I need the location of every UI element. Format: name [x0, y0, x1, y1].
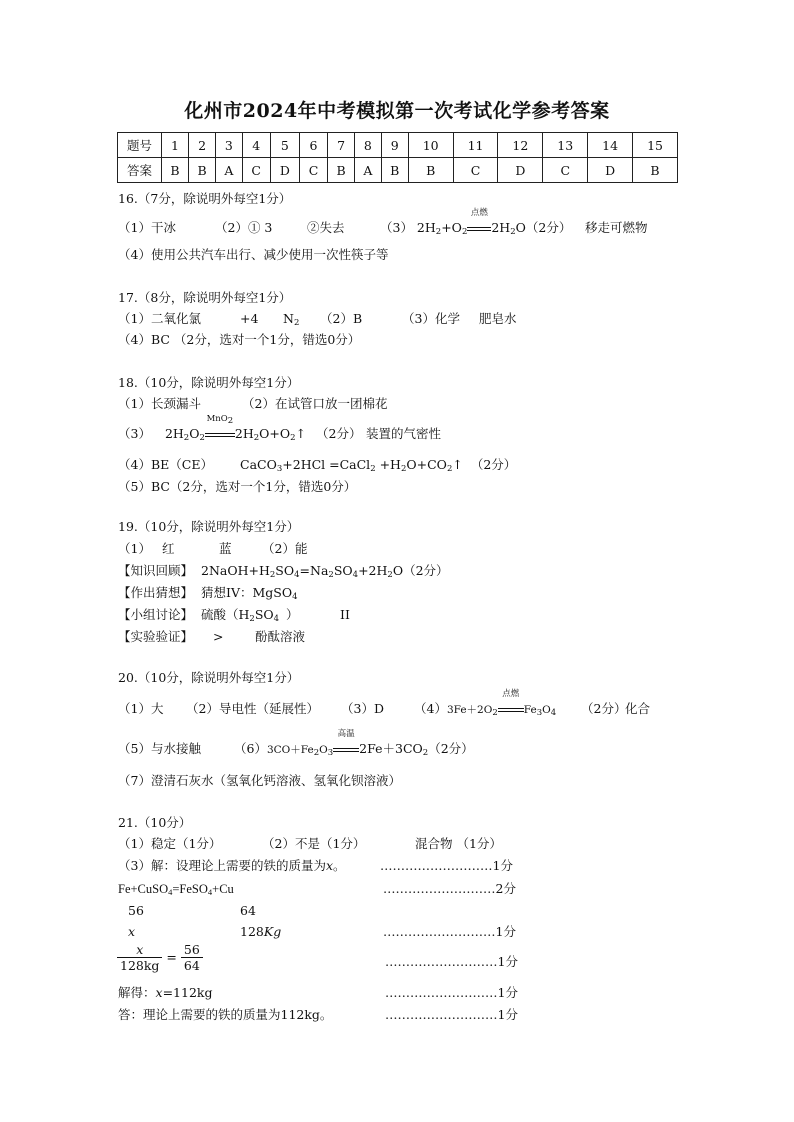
q18-l2-c: 装置的气密性 — [366, 426, 442, 441]
answer-cell: A — [216, 158, 243, 183]
q16-l1-b: （2）① 3 — [215, 220, 273, 235]
answer-cell: B — [162, 158, 189, 183]
reaction-condition: 点燃 — [502, 689, 520, 699]
question-number-cell: 14 — [588, 133, 633, 158]
q17-heading: 17.（8分，除说明外每空1分） — [118, 290, 292, 305]
table-row — [118, 158, 678, 183]
q18-line2: （3） $2H_2O_2$ MnO$_2$ $2H_2O+O_2↑$ （2分） — [118, 414, 362, 443]
q16-l1-e: （2分） — [525, 220, 572, 235]
q21-line7: 解得：x=112kg — [118, 985, 213, 1000]
reaction-condition: 点燃 — [470, 208, 488, 218]
q17-l1-d: （2）B — [320, 311, 363, 326]
q19-l4-d: II — [340, 607, 350, 622]
q16-l1-a: （1）干冰 — [118, 220, 176, 235]
answer-cell: C — [543, 158, 588, 183]
q16-line1 — [118, 220, 176, 236]
q16-l1-c: ②失去 — [307, 220, 345, 235]
q19-line2: 【知识回顾】 $2NaOH+H_2SO_4=Na_2SO_4+2H_2O(2$分） — [118, 563, 449, 580]
q17-l1-a: （1）二氧化氯 — [118, 311, 201, 326]
score-dots: ………………………1分 — [385, 985, 518, 1000]
q19-l1-a: （1） — [118, 541, 151, 556]
q16-heading: 16.（7分，除说明外每空1分） — [118, 191, 292, 206]
question-number-cell: 13 — [543, 133, 588, 158]
q20-l1-c: （3）D — [341, 701, 384, 716]
q20-l2-a: （5）与水接触 — [118, 741, 201, 756]
answer-cell: B — [408, 158, 453, 183]
q18-equation: CaCO$_3$+2HCl =CaCl$_2$ $+H_2O+CO_2↑$ （2分） — [240, 457, 517, 474]
q21-l1-a: （1）稳定（1分） — [118, 836, 222, 851]
q20-l1-a: （1）大 — [118, 701, 164, 716]
question-number-cell: 15 — [633, 133, 678, 158]
q19-l3-a: 【作出猜想】 — [118, 585, 194, 600]
q20-equation-2: $(6)3CO+Fe_2O_3$ 高温 $2Fe+3CO_2(2$分） — [234, 729, 474, 758]
q18-l2-a: （3） — [118, 426, 151, 441]
answer-cell: C — [300, 158, 328, 183]
reaction-condition: MnO$_2$ — [206, 414, 234, 426]
table-header-cell: 题号 — [118, 133, 162, 158]
q19-l1-b: 红 — [162, 541, 175, 556]
q17-l1-b: +4 — [240, 311, 259, 326]
answer-cell: D — [588, 158, 633, 183]
score-dots: ………………………1分 — [385, 954, 518, 969]
q19-l5-c: 酚酞溶液 — [255, 629, 306, 644]
question-number-cell: 9 — [381, 133, 408, 158]
q19-l3-b: 猜想IV：MgSO — [201, 585, 293, 600]
q21-line3: Fe+CuSO$_4$=FeSO$_4$+Cu — [118, 882, 234, 897]
q19-l4-c: ） — [286, 607, 299, 622]
answer-cell: B — [381, 158, 408, 183]
q21-l5-a: x — [128, 924, 136, 939]
q16-l1-f: 移走可燃物 — [585, 220, 648, 235]
q16-l1-d: （3） — [380, 220, 413, 235]
q19-l1-d: （2）能 — [262, 541, 308, 556]
q19-line4: 【小组讨论】 硫酸（$H_2SO_4$ — [118, 607, 280, 624]
question-number-cell: 5 — [270, 133, 299, 158]
q20-l1-b: （2）导电性（延展性） — [186, 701, 319, 716]
answer-cell: D — [270, 158, 299, 183]
table-row — [118, 133, 678, 158]
q17-l1-e: （3）化学 — [402, 311, 460, 326]
answer-cell: A — [355, 158, 382, 183]
q17-l1-c: $N_2$ — [283, 311, 300, 328]
answer-cell: D — [498, 158, 543, 183]
q20-heading: 20.（10分，除说明外每空1分） — [118, 670, 300, 685]
q16-line2: （4）使用公共汽车出行、减少使用一次性筷子等 — [118, 247, 389, 262]
score-dots: ………………………2分 — [383, 881, 516, 896]
question-number-cell: 4 — [242, 133, 270, 158]
page-title: 化州市2024年中考模拟第一次考试化学参考答案 — [184, 100, 610, 122]
question-number-cell: 3 — [216, 133, 243, 158]
q21-l4-b: 64 — [240, 903, 256, 918]
answer-cell: B — [189, 158, 216, 183]
q18-l2-b: （2分） — [316, 426, 362, 441]
question-number-cell: 1 — [162, 133, 189, 158]
q18-l1-b: （2）在试管口放一团棉花 — [242, 396, 388, 411]
q18-l3-a: （4）BE（CE） — [118, 457, 213, 472]
q19-heading: 19.（10分，除说明外每空1分） — [118, 519, 300, 534]
question-number-cell: 12 — [498, 133, 543, 158]
reaction-condition: 高温 — [337, 729, 355, 739]
q21-fraction-equation: $\frac{x}{128kg}$ = $\frac{56}{64}$ — [117, 942, 203, 973]
q19-l5-a: 【实验验证】 — [118, 629, 194, 644]
q19-l1-c: 蓝 — [219, 541, 232, 556]
q20-line3: （7）澄清石灰水（氢氧化钙溶液、氢氧化钡溶液） — [118, 773, 401, 788]
q17-line2: （4）BC （2分，选对一个1分，错选0分） — [118, 332, 361, 347]
q21-l1-b: （2）不是（1分） — [262, 836, 366, 851]
q21-l1-c: 混合物 （1分） — [415, 836, 502, 851]
q20-l2-c: （2分） — [428, 741, 474, 756]
q20-l1-f: 化合 — [625, 701, 651, 716]
q20-equation-1: $(4)3Fe+2O_2$ 点燃 $Fe_3O_4$ — [414, 689, 557, 718]
score-dots: ………………………1分 — [385, 1007, 518, 1022]
table-header-cell: 答案 — [118, 158, 162, 183]
score-dots: ………………………1分 — [383, 924, 516, 939]
q19-l5-b: > — [213, 629, 224, 644]
q18-l1-a: （1）长颈漏斗 — [118, 396, 201, 411]
answer-cell: C — [242, 158, 270, 183]
q19-l4-a: 【小组讨论】 — [118, 607, 194, 622]
answer-cell: B — [328, 158, 355, 183]
q21-l4-a: 56 — [128, 903, 144, 918]
question-number-cell: 11 — [453, 133, 498, 158]
question-number-cell: 6 — [300, 133, 328, 158]
answer-table — [117, 132, 678, 183]
question-number-cell: 2 — [189, 133, 216, 158]
question-number-cell: 7 — [328, 133, 355, 158]
q18-line4: （5）BC（2分，选对一个1分，错选0分） — [118, 479, 357, 494]
answer-cell: C — [453, 158, 498, 183]
q17-l1-f: 肥皂水 — [479, 311, 517, 326]
q20-l2-b: （6） — [234, 741, 267, 756]
q16-equation: （3） $2H_2+O_2$ 点燃 $2H_2O(2$分） — [380, 208, 572, 237]
q18-heading: 18.（10分，除说明外每空1分） — [118, 375, 300, 390]
q19-l2-b: （2分） — [403, 563, 449, 578]
q20-l1-e: （2分） — [581, 701, 627, 716]
question-number-cell: 10 — [408, 133, 453, 158]
q20-l1-d: （4） — [414, 701, 447, 716]
answer-cell: B — [633, 158, 678, 183]
q19-l4-b: 硫酸（H — [201, 607, 250, 622]
q19-l2-a: 【知识回顾】 — [118, 563, 194, 578]
q21-heading: 21.（10分） — [118, 815, 192, 830]
score-dots: ………………………1分 — [380, 858, 513, 873]
q19-line3: 【作出猜想】 猜想IV：MgSO$_4$ — [118, 585, 298, 602]
q21-line8: 答：理论上需要的铁的质量为112kg。 — [118, 1007, 333, 1022]
q21-line2: （3）解：设理论上需要的铁的质量为x。 — [118, 858, 346, 873]
q21-l5-b: 128Kg — [240, 924, 282, 939]
question-number-cell: 8 — [355, 133, 382, 158]
